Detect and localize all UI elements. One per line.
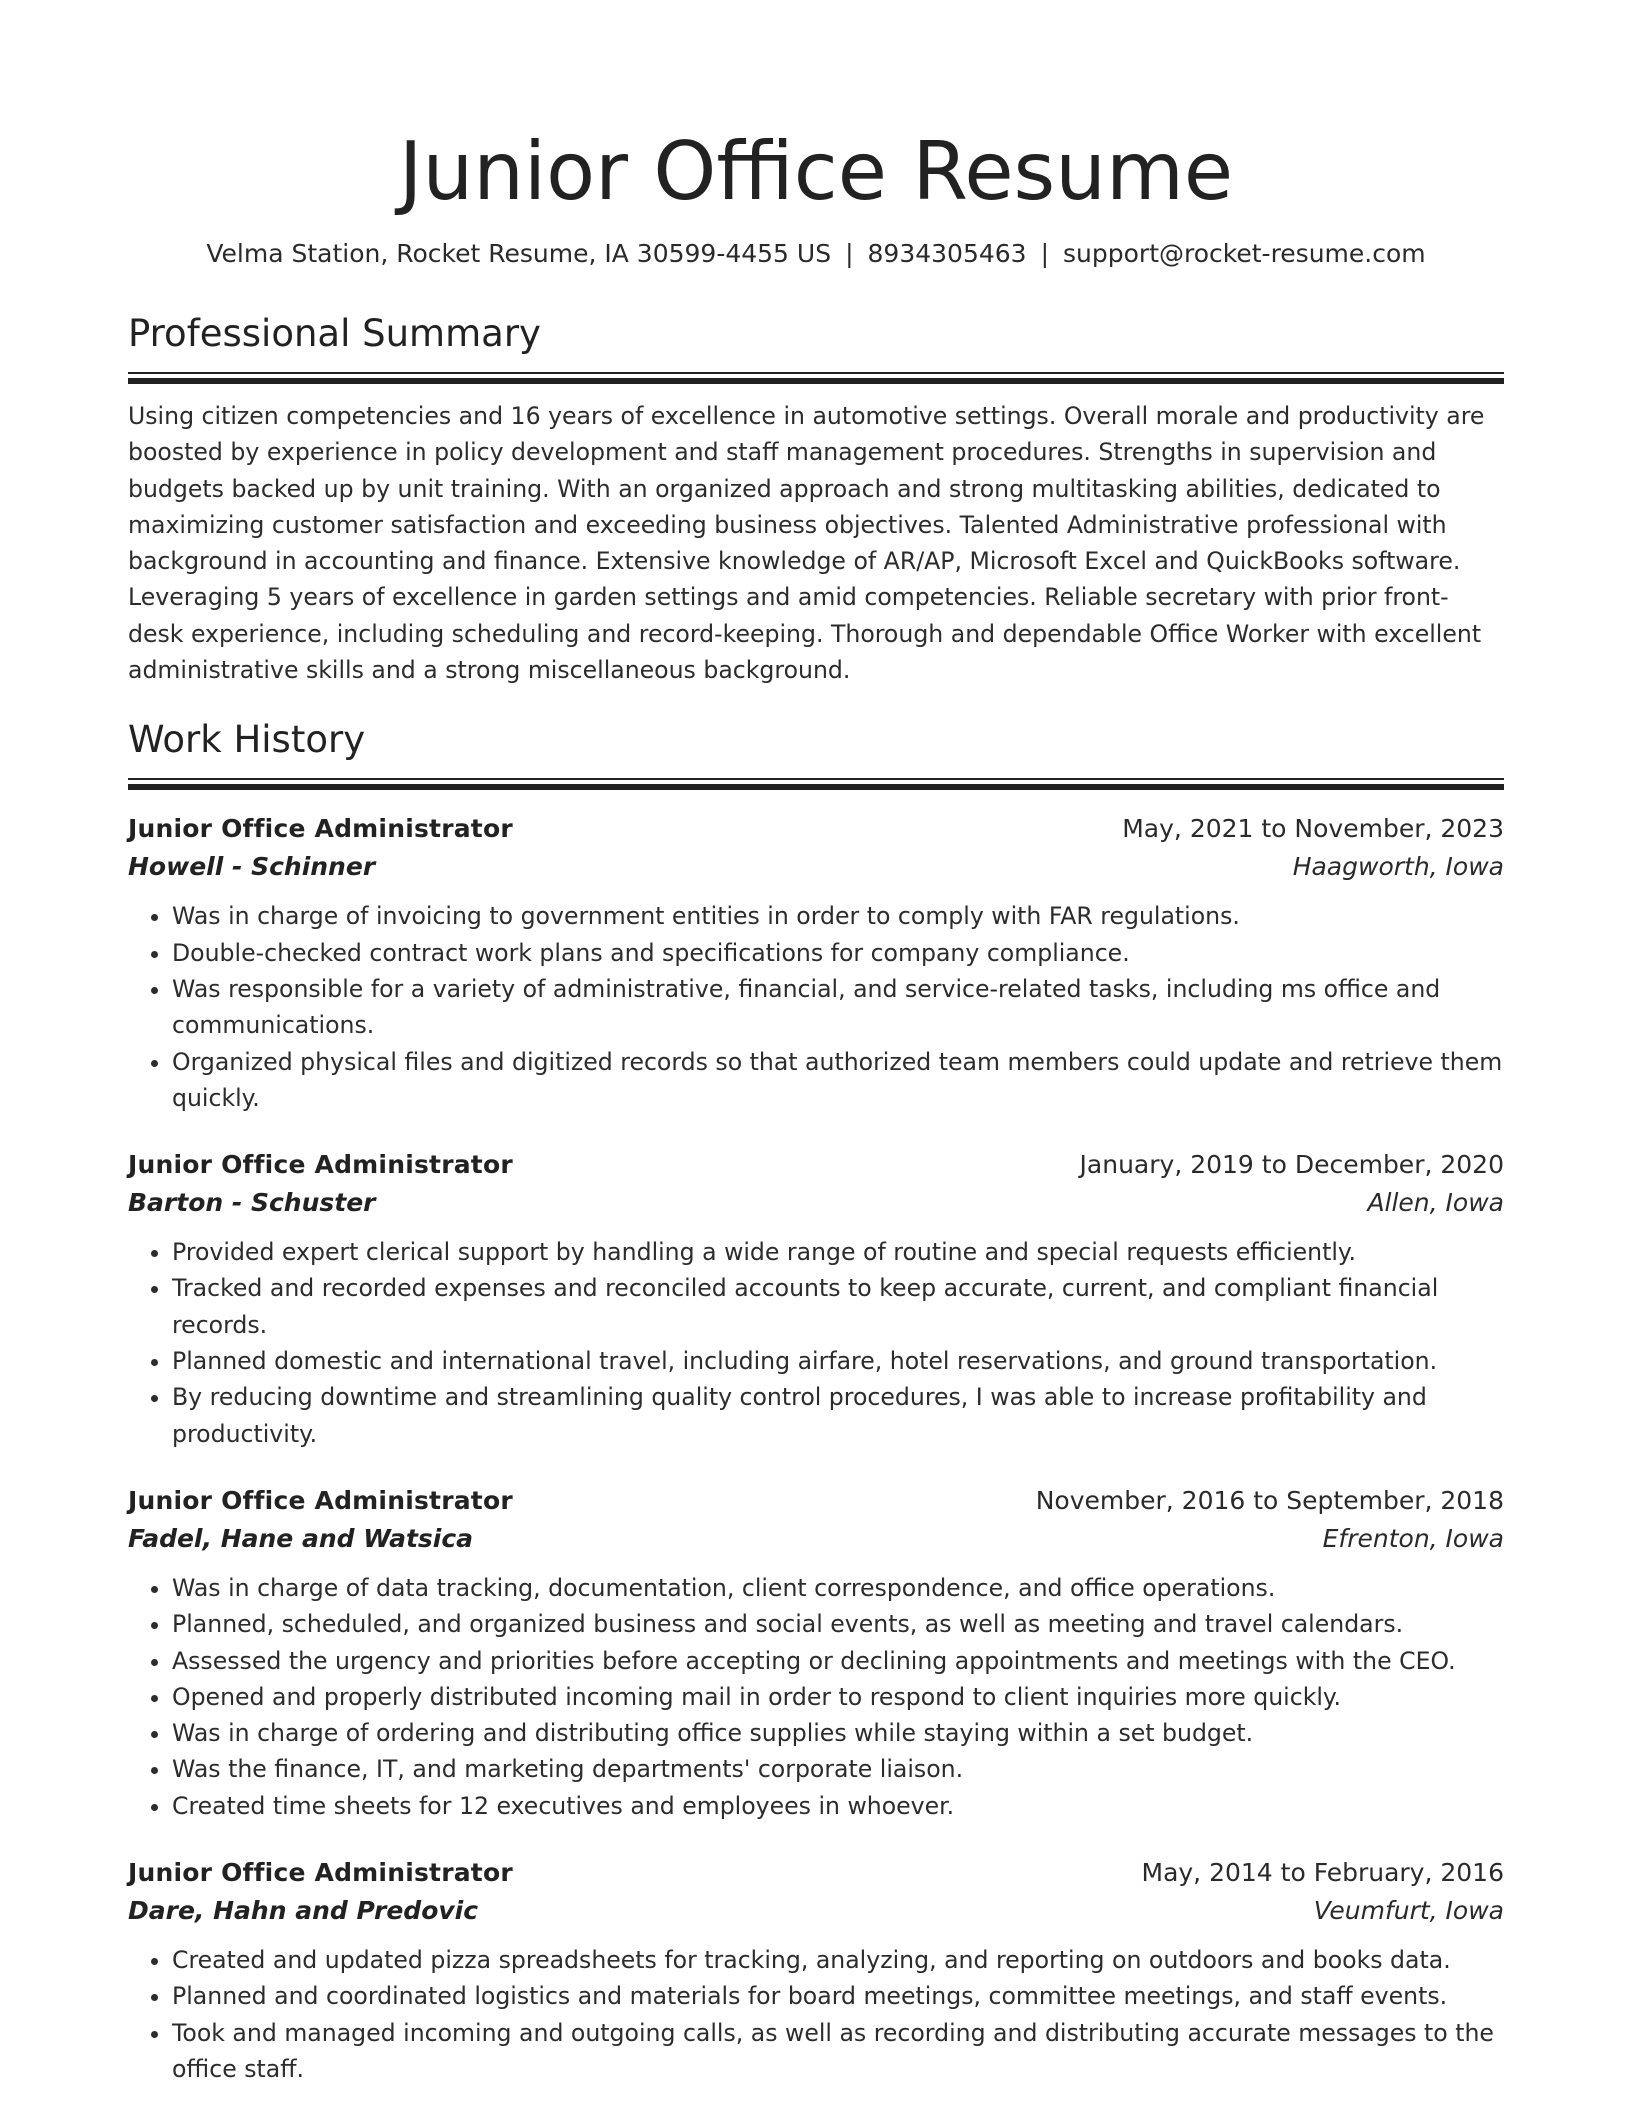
job-list [128,810,1504,2087]
job-title: Junior Office Administrator [128,814,513,844]
job-bullet: • Was in charge of ordering and distributing office supplies while staying within a set budget. [172,1715,1504,1751]
job-location: Allen, Iowa [1367,1188,1504,1218]
job-bullet: • Created time sheets for 12 executives and employees in whoever. [172,1788,1504,1824]
job-company: Fadel, Hane and Watsica [128,1523,474,1553]
contact-phone: 8934305463 [867,239,1027,268]
job-dates: January, 2019 to December, 2020 [1079,1150,1504,1180]
job-bullet: • Was the finance, IT, and marketing departments' corporate liaison. [172,1751,1504,1787]
contact-separator: | [1040,239,1050,268]
job-company-row [128,848,1504,886]
job-location: Haagworth, Iowa [1292,852,1504,882]
job-bullet-list [128,1570,1504,1824]
job-company: Dare, Hahn and Predovic [128,1896,479,1926]
job-bullet: • By reducing downtime and streamlining quality control procedures, I was able to increase profitability and productivity. [172,1379,1504,1452]
job-title-row [128,1854,1504,1892]
job-company-row [128,1520,1504,1558]
resume-page [128,0,1504,2087]
job-bullet: • Double-checked contract work plans and specifications for company compliance. [172,935,1504,971]
contact-separator: | [845,239,854,268]
job-bullet: • Was in charge of data tracking, documentation, client correspondence, and office operations. [172,1570,1504,1606]
job-title-row [128,1146,1504,1184]
contact-email: support@rocket-resume.com [1063,239,1426,268]
contact-line [128,236,1504,272]
job-bullet: • Took and managed incoming and outgoing calls, as well as recording and distributing accurate messages to the office staff. [172,2015,1504,2088]
contact-address: Velma Station, Rocket Resume, IA 30599-4455 US [206,239,832,268]
job-dates: November, 2016 to September, 2018 [1035,1485,1504,1515]
job-entry [128,810,1504,1116]
resume-title: Junior Office Resume [398,125,1234,218]
job-location: Efrenton, Iowa [1322,1523,1504,1553]
work-history-heading: Work History [128,718,366,762]
job-bullet: • Was responsible for a variety of administrative, financial, and service-related tasks, including ms office and communications. [172,971,1504,1044]
job-bullet: • Was in charge of invoicing to government entities in order to comply with FAR regulations. [172,898,1504,934]
job-title-row [128,810,1504,848]
job-bullet: • Opened and properly distributed incoming mail in order to respond to client inquiries more quickly. [172,1679,1504,1715]
job-title-row [128,1482,1504,1520]
job-bullet-list [128,898,1504,1116]
summary-heading: Professional Summary [128,312,541,355]
job-bullet-list [128,1234,1504,1452]
job-location: Veumfurt, Iowa [1313,1896,1504,1926]
job-dates: May, 2021 to November, 2023 [1122,814,1504,844]
section-divider [128,778,1504,790]
job-bullet: • Provided expert clerical support by handling a wide range of routine and special requests efficiently. [172,1234,1504,1270]
section-divider [128,372,1504,384]
job-company: Howell - Schinner [128,852,376,882]
job-company: Barton - Schuster [128,1188,376,1218]
job-bullet: • Assessed the urgency and priorities before accepting or declining appointments and meetings with the CEO. [172,1643,1504,1679]
job-company-row [128,1184,1504,1222]
job-bullet-list [128,1942,1504,2087]
job-bullet: • Planned domestic and international travel, including airfare, hotel reservations, and ground transportation. [172,1343,1504,1379]
job-title: Junior Office Administrator [128,1150,513,1180]
job-bullet: • Planned, scheduled, and organized business and social events, as well as meeting and travel calendars. [172,1606,1504,1642]
job-entry [128,1146,1504,1452]
job-bullet: • Tracked and recorded expenses and reconciled accounts to keep accurate, current, and compliant financial records. [172,1270,1504,1343]
job-bullet: • Planned and coordinated logistics and materials for board meetings, committee meetings, and staff events. [172,1978,1504,2014]
job-dates: May, 2014 to February, 2016 [1141,1858,1504,1888]
job-bullet: • Organized physical files and digitized records so that authorized team members could update and retrieve them quickly. [172,1044,1504,1117]
summary-text: Using citizen competencies and 16 years of excellence in automotive settings. Overall morale and productivity are boosted by experience in policy development and staff management procedures. Strengths in supervision and budgets backed up by unit training. With an organized approach and strong multitasking abilities, dedicated to maximizing customer satisfaction and exceeding business objectives. Talented Administrative professional with background in accounting and finance. Extensive knowledge of AR/AP, Microsoft Excel and QuickBooks software. Leveraging 5 years of excellence in garden settings and amid competencies. Reliable secretary with prior front-desk experience, including scheduling and record-keeping. Thorough and dependable Office Worker with excellent administrative skills and a strong miscellaneous background. [128,402,1485,685]
job-title: Junior Office Administrator [128,1485,513,1515]
job-entry [128,1854,1504,2087]
job-bullet: • Created and updated pizza spreadsheets for tracking, analyzing, and reporting on outdoors and books data. [172,1942,1504,1978]
job-entry [128,1482,1504,1824]
job-title: Junior Office Administrator [128,1858,513,1888]
job-company-row [128,1892,1504,1930]
